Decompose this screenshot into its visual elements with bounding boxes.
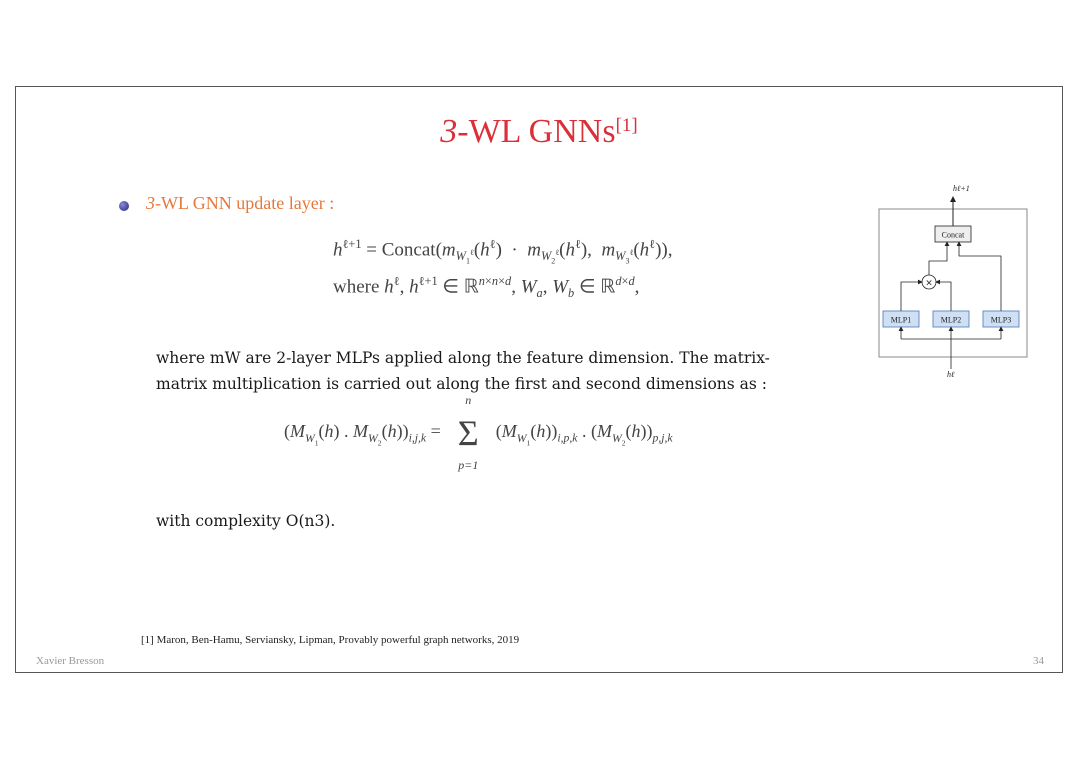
equation-matmul: ($M_{W_1}(h)$ . $M_{W_2}(h))_{i,j,k}$ = n Σ p=1 $(M_{W_1}(h))_{i,p,k}$ . $(M_{W_2}(h))_{p,j,k}$ xyxy=(284,393,673,472)
slide xyxy=(15,86,1063,673)
multiply-symbol: × xyxy=(925,278,933,289)
architecture-diagram xyxy=(871,179,1041,379)
sum-symbol: n Σ p=1 xyxy=(457,393,479,472)
output-label: hℓ+1 xyxy=(953,184,970,193)
footnote: [1] Maron, Ben-Hamu, Serviansky, Lipman, Provably powerful graph networks, 2019 xyxy=(141,634,520,646)
mlp3-label: MLP3 xyxy=(990,315,1012,325)
bullet-heading: 3-WL GNN update layer : xyxy=(146,193,335,213)
mlp2-label: MLP2 xyxy=(940,315,962,325)
complexity-text: with complexity O(n3). xyxy=(156,512,336,530)
slide-title: 3-WL GNNs[1] xyxy=(440,113,638,150)
mlp1-label: MLP1 xyxy=(890,315,912,325)
concat-label: Concat xyxy=(941,230,965,240)
author-name: Xavier Bresson xyxy=(36,655,105,667)
input-label: hℓ xyxy=(947,370,955,379)
description-paragraph: where mW are 2-layer MLPs applied along the feature dimension. The matrix-matrix multiplication is carried out along the first and second dimensions as : xyxy=(156,349,770,393)
equation-update: $h^{\ell+1}$ = $Concat(m_{W_1^\ell}(h^\ell) \cdot m_{W_2^\ell}(h^\ell)$, $m_{W_3^\ell}(h^\ell)$), xyxy=(333,237,673,266)
equation-where: where $h^\ell$, $h^{\ell+1}$ ∈ ℝ$^{n\times n\times d}$, $W_a$, $W_b$ ∈ ℝ$^{d\times d}$, xyxy=(333,274,640,301)
bullet-dot-icon xyxy=(119,201,129,211)
page-number: 34 xyxy=(1033,655,1044,667)
